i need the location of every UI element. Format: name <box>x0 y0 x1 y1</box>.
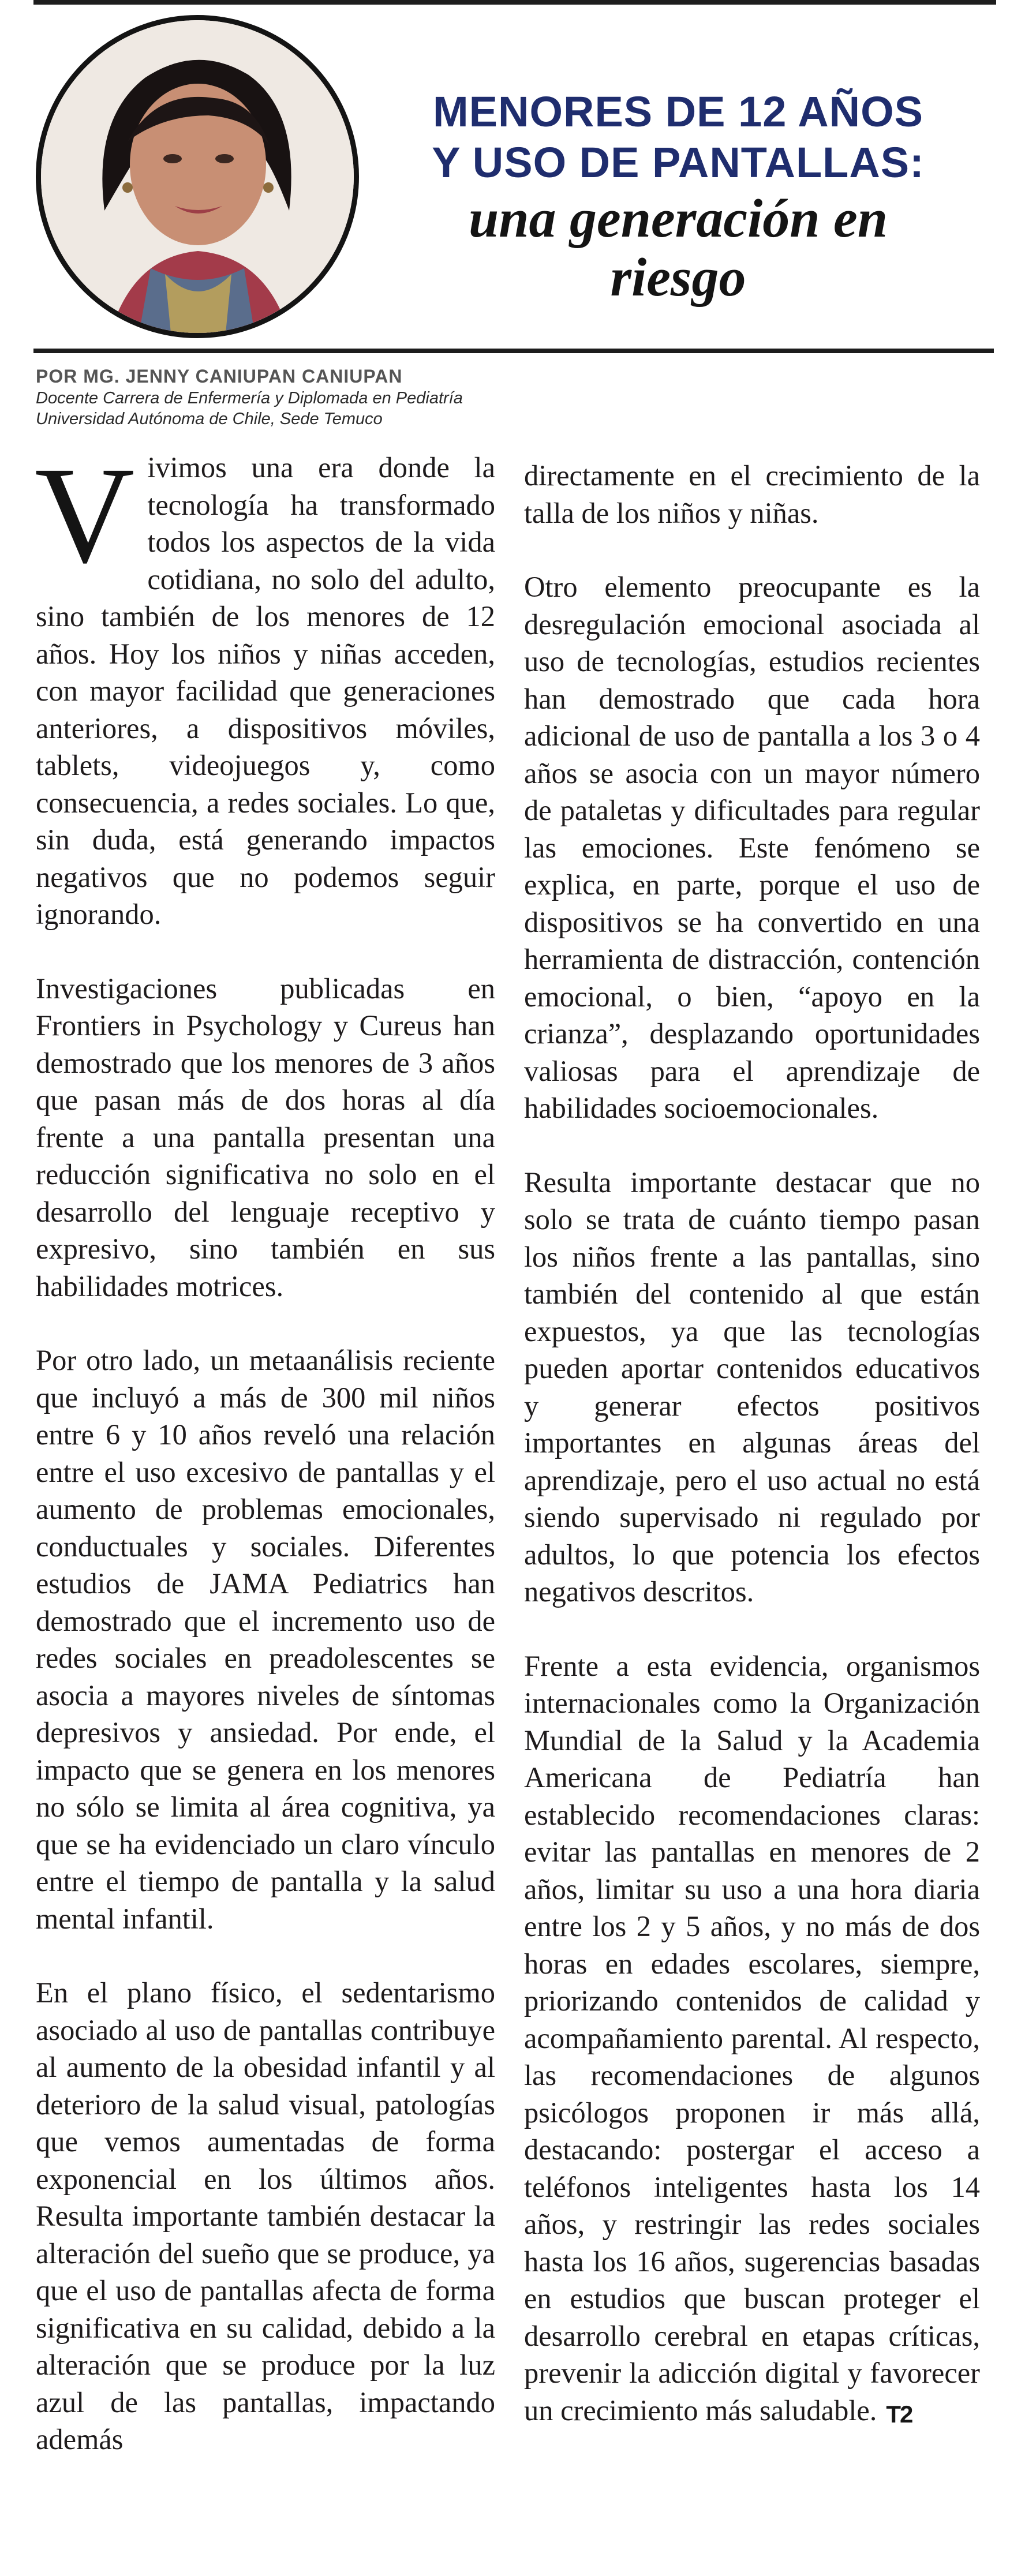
author-portrait-icon <box>41 20 354 333</box>
headline-subtitle-2: riesgo <box>610 248 746 308</box>
paragraph-1 <box>35 438 495 933</box>
article-column-right <box>524 457 980 2470</box>
headline <box>369 87 987 306</box>
headline-subtitle-1: una generación en <box>469 189 888 249</box>
article-column-left <box>35 438 495 2495</box>
paragraph-8-text: Frente a esta evidencia, organismos internacionales como la Organización Mundial de la Salud y la Academia Americana de Pediatría han establecido recomendaciones claras: evitar las pantallas en menores de 2 años, limitar su uso a una hora diaria entre los 2 y 5 años, y no más de dos horas en edades escolares, siempre, priorizando contenidos de calidad y acompañamiento parental. Al respecto, las recomendaciones de algunos psicólogos proponen ir más allá, destacando: postergar el acceso a teléfonos inteligentes hasta los 14 años, y restringir las redes sociales hasta los 16 años, sugerencias basadas en estudios que buscan proteger el desarrollo cerebral en etapas críticas, prevenir la adicción digital y favorecer un crecimiento más saludable. <box>524 1649 980 2427</box>
paragraph-5: directamente en el crecimiento de la talla de los niños y niñas. <box>524 459 980 529</box>
paragraph-3: Por otro lado, un metaanálisis reciente que incluyó a más de 300 mil niños entre 6 y 10 años reveló una relación entre el uso excesivo de pantallas y el aumento de problemas emocionales, conductuales y sociales. Diferentes estudios de JAMA Pediatrics han demostrado que el incremento uso de redes sociales en preadolescentes se asocia a mayores niveles de síntomas depresivos y ansiedad. Por ende, el impacto que se genera en los menores no sólo se limita al área cognitiva, ya que se ha evidenciado un claro vínculo entre el tiempo de pantalla y la salud mental infantil. <box>36 1344 495 1935</box>
paragraph-4: En el plano físico, el sedentarismo asociado al uso de pantallas contribuye al aumento de la obesidad infantil y al deterioro de la salud visual, patologías que vemos aumentadas de forma exponencial en los últimos años. Resulta importante también destacar la alteración del sueño que se produce, ya que el uso de pantallas afecta de forma significativa en su calidad, debido a la alteración que se produce por la luz azul de las pantallas, impactando además <box>36 1976 495 2455</box>
author-role: Docente Carrera de Enfermería y Diplomada en Pediatría <box>36 389 463 407</box>
author-name: POR MG. JENNY CANIUPAN CANIUPAN <box>36 366 403 387</box>
drop-cap: V <box>35 438 135 591</box>
byline <box>36 365 463 429</box>
headline-line-2: Y USO DE PANTALLAS: <box>432 138 925 186</box>
paragraph-1-text: ivimos una era donde la tecnología ha transformado todos los aspectos de la vida cotidiana, no solo del adulto, sino también de los menores de 12 años. Hoy los niños y niñas acceden, con mayor facilidad que generaciones anteriores, a dispositivos móviles, tablets, videojuegos y, como consecuencia, a redes sociales. Lo que, sin duda, está generando impactos negativos que no podemos seguir ignorando. <box>36 451 495 930</box>
paragraph-8 <box>524 1648 980 2433</box>
author-affiliation: Universidad Autónoma de Chile, Sede Temuco <box>36 410 383 428</box>
paragraph-6: Otro elemento preocupante es la desregulación emocional asociada al uso de tecnologías, estudios recientes han demostrado que cada hora adicional de uso de pantalla a los 3 o 4 años se asocia con un mayor número de pataletas y dificultades para regular las emociones. Este fenómeno se explica, en parte, porque el uso de dispositivos se ha convertido en una herramienta de distracción, contención emocional, o bien, “apoyo en la crianza”, desplazando oportunidades valiosas para el aprendizaje de habilidades socioemocionales. <box>524 571 980 1124</box>
end-mark-logo: T2 <box>886 2400 912 2428</box>
headline-line-1: MENORES DE 12 AÑOS <box>433 88 923 136</box>
paragraph-2: Investigaciones publicadas en Frontiers in Psychology y Cureus han demostrado que los menores de 3 años que pasan más de dos horas al día frente a una pantalla presentan una reducción significativa no solo en el desarrollo del lenguaje receptivo y expresivo, sino también en sus habilidades motrices. <box>36 972 495 1302</box>
paragraph-7: Resulta importante destacar que no solo se trata de cuánto tiempo pasan los niños frente a las pantallas, sino también del contenido al que están expuestos, ya que las tecnologías pueden aportar contenidos educativos y generar efectos positivos importantes en algunas áreas del aprendizaje, pero el uso actual no está siendo supervisado ni regulado por adultos, lo que potencia los efectos negativos descritos. <box>524 1166 980 1608</box>
top-rule <box>33 0 996 5</box>
header-divider <box>33 349 994 353</box>
author-photo <box>36 15 359 338</box>
